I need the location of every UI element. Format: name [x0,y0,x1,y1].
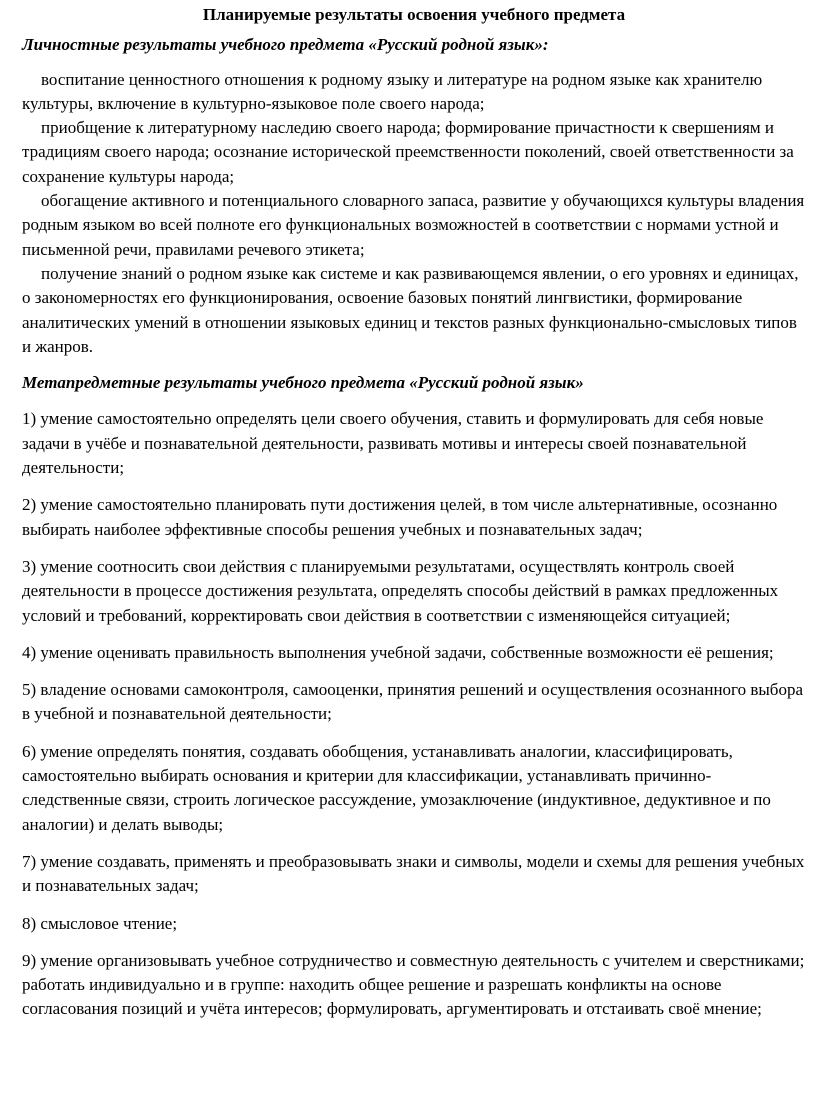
meta-result-item: 9) умение организовывать учебное сотрудничество и совместную деятельность с учителем и сверстниками; работать индивидуально и в группе: находить общее решение и разрешать конфликты на основе согласования позиций и учёта интересов; формулировать, аргументировать и отстаивать своё мнение; [22,950,805,1019]
personal-results-list [22,68,806,360]
document-title: Планируемые результаты освоения учебного предмета [202,5,626,24]
personal-results-heading: Личностные результаты учебного предмета «Русский родной язык»: [22,35,549,55]
meta-result-item: 3) умение соотносить свои действия с планируемыми результатами, осуществлять контроль своей деятельности в процессе достижения результата, определять способы действий в рамках предложенных условий и требований, корректировать свои действия в соответствии с изменяющейся ситуацией; [22,556,779,625]
personal-result-item: воспитание ценностного отношения к родному языку и литературе на родном языке как хранителю культуры, включение в культурно-языковое поле своего народа; [22,69,763,113]
meta-results-heading: Метапредметные результаты учебного предмета «Русский родной язык» [22,373,584,393]
meta-result-item: 4) умение оценивать правильность выполнения учебной задачи, собственные возможности её решения; [22,642,774,662]
personal-result-item: обогащение активного и потенциального словарного запаса, развитие у обучающихся культуры владения родным языком во всей полноте его функциональных возможностей в соответствии с нормами устной и письменной речи, правилами речевого этикета; [22,191,805,259]
document-page [22,3,806,1035]
personal-result-item: получение знаний о родном языке как системе и как развивающемся явлении, о его уровнях и единицах, о закономерностях его функционирования, освоение базовых понятий лингвистики, формирование аналитических умений в отношении языковых единиц и текстов разных функционально-смысловых типов и жанров. [22,263,799,356]
meta-result-item: 2) умение самостоятельно планировать пути достижения целей, в том числе альтернативные, осознанно выбирать наиболее эффективные способы решения учебных и познавательных задач; [22,495,778,539]
meta-result-item: 5) владение основами самоконтроля, самооценки, принятия решений и осуществления осознанного выбора в учебной и познавательной деятельности; [22,680,803,724]
meta-result-item: 1) умение самостоятельно определять цели своего обучения, ставить и формулировать для себя новые задачи в учёбе и познавательной деятельности, развивать мотивы и интересы своей познавательной деятельности; [22,409,764,478]
meta-result-item: 6) умение определять понятия, создавать обобщения, устанавливать аналогии, классифицировать, самостоятельно выбирать основания и критерии для классификации, устанавливать причинно-следственные связи, строить логическое рассуждение, умозаключение (индуктивное, дедуктивное и по аналогии) и делать выводы; [22,741,771,834]
meta-result-item: 8) смысловое чтение; [22,913,178,933]
personal-result-item: приобщение к литературному наследию своего народа; формирование причастности к свершениям и традициям своего народа; осознание исторической преемственности поколений, своей ответственности за сохранение культуры народа; [22,118,794,186]
meta-results-list [22,407,806,1021]
meta-result-item: 7) умение создавать, применять и преобразовывать знаки и символы, модели и схемы для решения учебных и познавательных задач; [22,851,805,896]
